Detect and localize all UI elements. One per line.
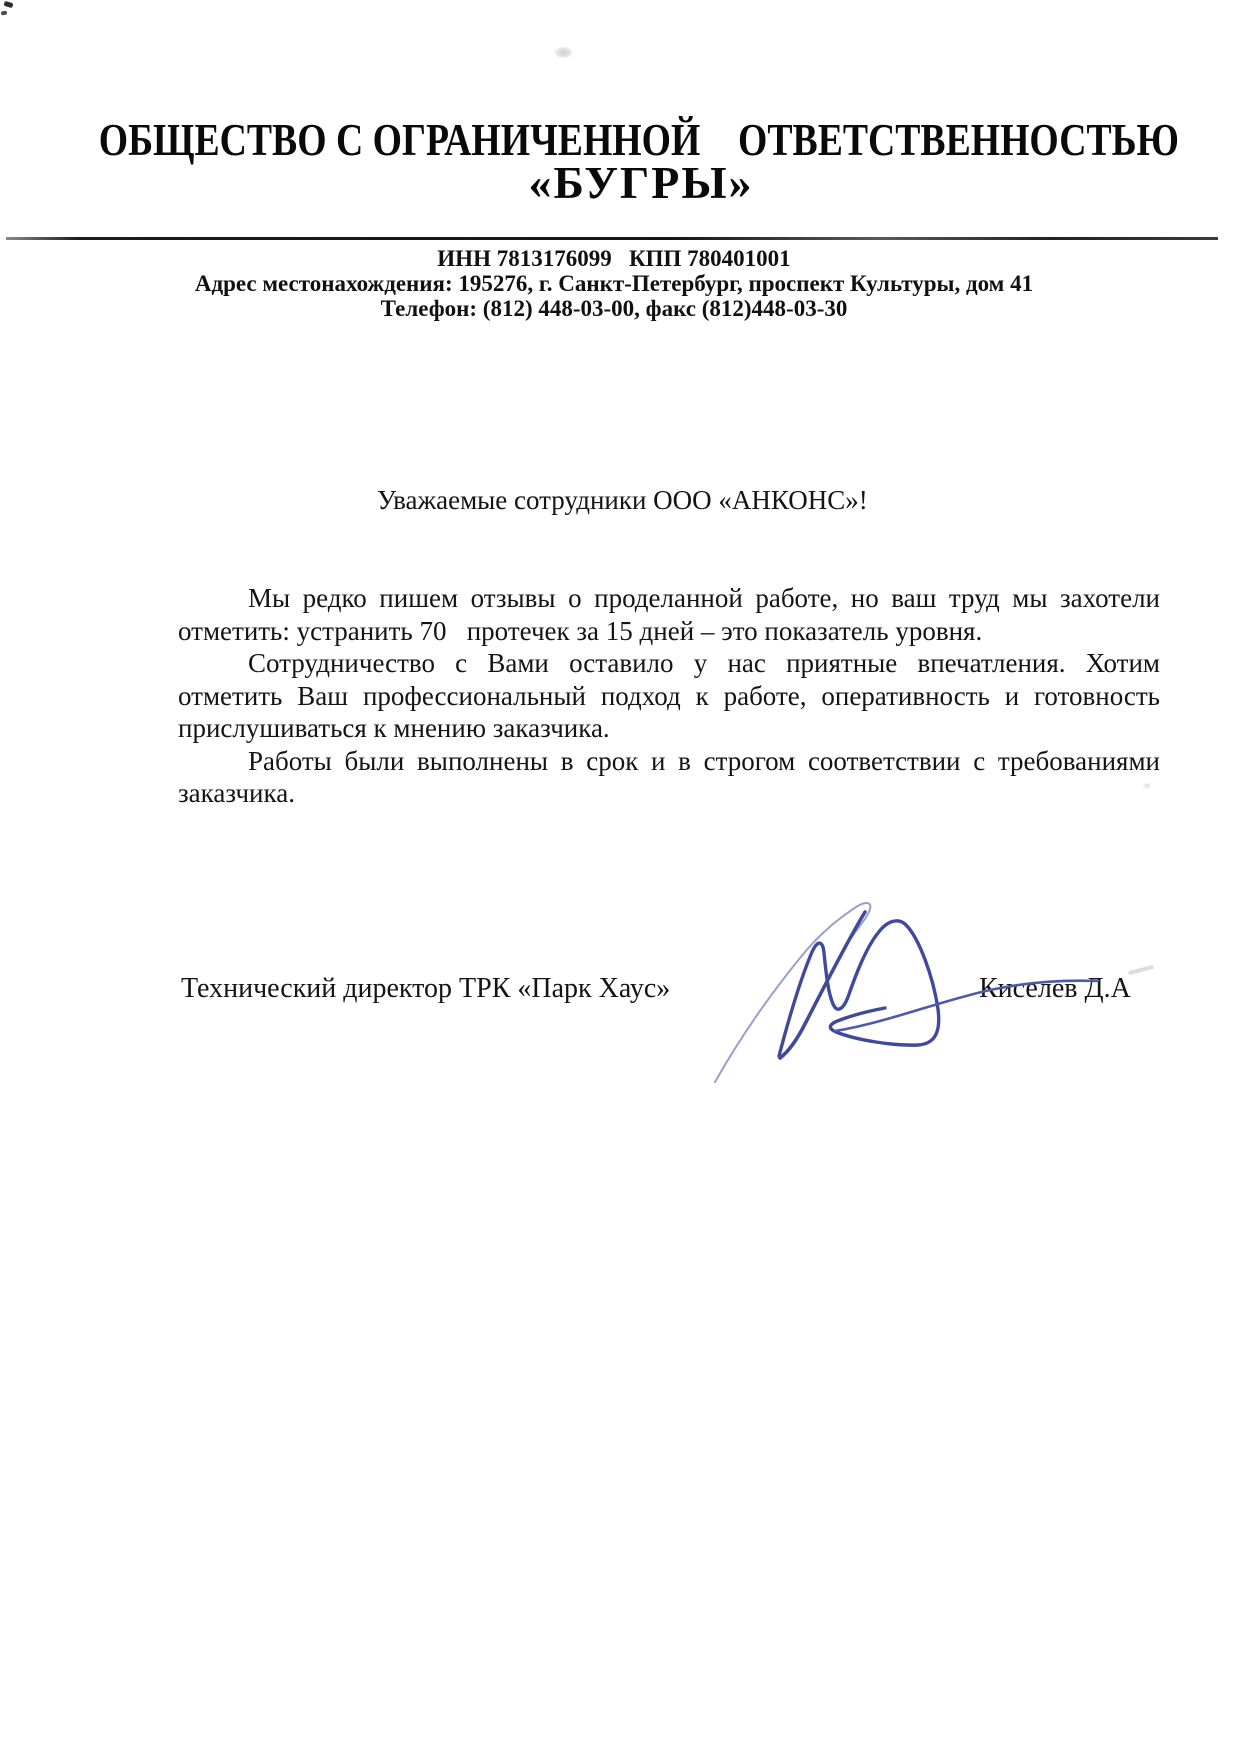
body-line: отметить Ваш профессиональный подход к работе, оперативность и готовность: [178, 680, 1160, 711]
body-line: прислушиваться к мнению заказчика.: [178, 713, 610, 743]
body-line: Мы редко пишем отзывы о проделанной работе, но ваш труд мы захотели: [248, 583, 1160, 613]
signature-tail: [835, 981, 1098, 1031]
scan-speck: [3, 1, 13, 9]
letter-body: [178, 582, 1160, 810]
address-line: Адрес местонахождения: 195276, г. Санкт-Петербург, проспект Культуры, дом 41: [194, 271, 1034, 296]
signer-name: Киселев Д.А: [979, 973, 1131, 1004]
scan-smudge: [1128, 965, 1154, 975]
scan-speck: [1, 10, 8, 15]
phone-line: Телефон: (812) 448-03-00, факс (812)448-03-30: [380, 296, 848, 321]
signature-thin-upstroke: [715, 903, 870, 1082]
signer-position-title: Технический директор ТРК «Парк Хаус»: [181, 973, 671, 1004]
body-line: отметить: устранить 70 протечек за 15 дней – это показатель уровня.: [178, 615, 983, 646]
salutation: Уважаемые сотрудники ООО «АНКОНС»!: [377, 485, 868, 515]
body-line: заказчика.: [178, 778, 295, 808]
signature-zigzag: [779, 921, 939, 1056]
letterhead-divider: [6, 237, 1218, 240]
inn-kpp-line: ИНН 7813176099 КПП 780401001: [437, 246, 791, 271]
company-name-line1: ОБЩЕСТВО С ОГРАНИЧЕННОЙ ОТВЕТСТВЕННОСТЬЮ: [98, 114, 1180, 165]
scan-smudge: [555, 47, 572, 58]
company-name-line2: «БУГРЫ»: [528, 157, 754, 208]
body-line: Сотрудничество с Вами оставило у нас приятные впечатления. Хотим: [248, 648, 1160, 678]
handwritten-signature: [700, 880, 1120, 1090]
body-line: Работы были выполнены в срок и в строгом соответствии с требованиями: [248, 745, 1160, 776]
